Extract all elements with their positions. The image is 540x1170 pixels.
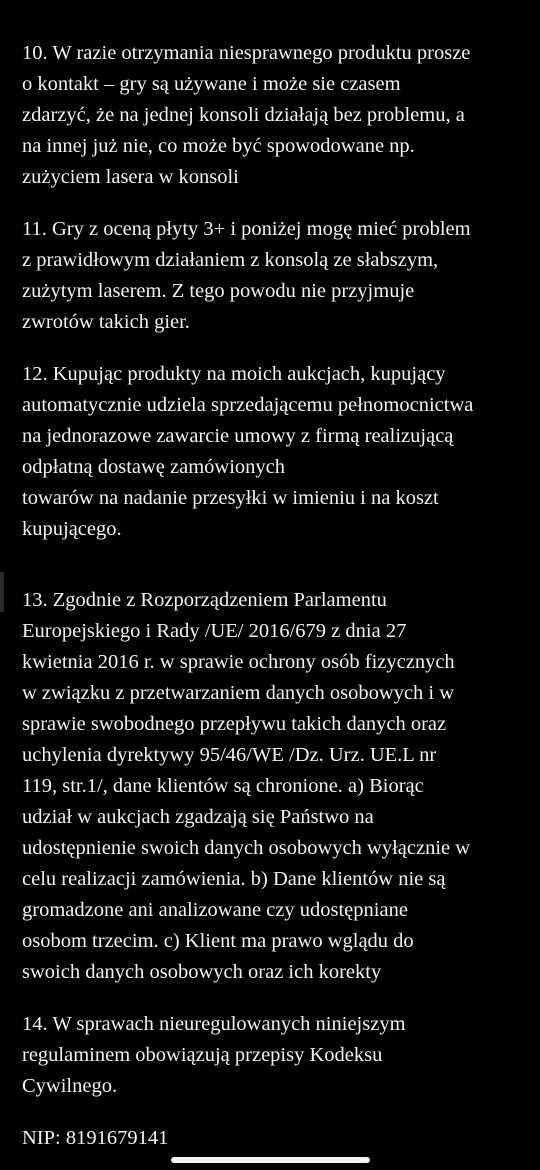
paragraph-spacer — [22, 545, 528, 585]
term-13-line: swoich danych osobowych oraz ich korekty — [22, 961, 382, 983]
term-13-paragraph — [22, 585, 528, 988]
paragraph-spacer — [22, 338, 528, 359]
term-13-line: Europejskiego i Rady /UE/ 2016/679 z dnia 27 — [22, 620, 407, 642]
term-13-line: osobom trzecim. c) Klient ma prawo wglądu do — [22, 930, 414, 952]
term-14-line: Cywilnego. — [22, 1075, 118, 1097]
term-12-line: kupującego. — [22, 518, 122, 540]
term-13-line: kwietnia 2016 r. w sprawie ochrony osób fizycznych — [22, 651, 455, 673]
term-14-line: 14. W sprawach nieuregulowanych niniejszym — [22, 1013, 406, 1035]
term-10-line: zużyciem lasera w konsoli — [22, 166, 239, 188]
term-13-line: udział w aukcjach zgadzają się Państwo na — [22, 806, 374, 828]
term-10-paragraph — [22, 38, 528, 193]
term-13-line: w związku z przetwarzaniem danych osobowych i w — [22, 682, 455, 704]
term-10-line: zdarzyć, że na jednej konsoli działają bez problemu, a — [22, 104, 465, 126]
paragraph-spacer — [22, 1102, 528, 1123]
scroll-edge-marker — [0, 572, 4, 612]
term-11-line: zużytym laserem. Z tego powodu nie przyjmuje — [22, 280, 415, 302]
term-12-line: 12. Kupując produkty na moich aukcjach, kupujący — [22, 363, 446, 385]
term-12-line: odpłatną dostawę zamówionych — [22, 456, 286, 478]
paragraph-spacer — [22, 193, 528, 214]
term-10-line: 10. W razie otrzymania niesprawnego produktu prosze — [22, 42, 471, 64]
term-14-paragraph — [22, 1009, 528, 1102]
term-12-line: na jednorazowe zawarcie umowy z firmą realizującą — [22, 425, 454, 447]
home-indicator-bar[interactable] — [171, 1157, 370, 1163]
term-13-line: celu realizacji zamówienia. b) Dane klientów nie są — [22, 868, 446, 890]
term-14-line: regulaminem obowiązują przepisy Kodeksu — [22, 1044, 383, 1066]
term-13-line: udostępnienie swoich danych osobowych wyłącznie w — [22, 837, 471, 859]
nip-number: NIP: 8191679141 — [22, 1127, 169, 1149]
term-11-line: zwrotów takich gier. — [22, 311, 190, 333]
term-11-line: 11. Gry z oceną płyty 3+ i poniżej mogę mieć problem — [22, 218, 471, 240]
term-12-paragraph — [22, 359, 528, 545]
term-13-line: uchylenia dyrektywy 95/46/WE /Dz. Urz. UE.L nr — [22, 744, 437, 766]
term-11-line: z prawidłowym działaniem z konsolą ze słabszym, — [22, 249, 439, 271]
term-10-line: na innej już nie, co może być spowodowane np. — [22, 135, 415, 157]
paragraph-spacer — [22, 988, 528, 1009]
term-12-line: towarów na nadanie przesyłki w imieniu i na koszt — [22, 487, 439, 509]
term-13-line: 13. Zgodnie z Rozporządzeniem Parlamentu — [22, 589, 387, 611]
term-13-line: sprawie swobodnego przepływu takich danych oraz — [22, 713, 447, 735]
nip-paragraph — [22, 1123, 528, 1154]
term-12-line: automatycznie udziela sprzedającemu pełnomocnictwa — [22, 394, 474, 416]
terms-text-area — [22, 38, 528, 1154]
term-13-line: gromadzone ani analizowane czy udostępniane — [22, 899, 408, 921]
term-10-line: o kontakt – gry są używane i może sie czasem — [22, 73, 401, 95]
term-13-line: 119, str.1/, dane klientów są chronione. a) Biorąc — [22, 775, 424, 797]
term-11-paragraph — [22, 214, 528, 338]
